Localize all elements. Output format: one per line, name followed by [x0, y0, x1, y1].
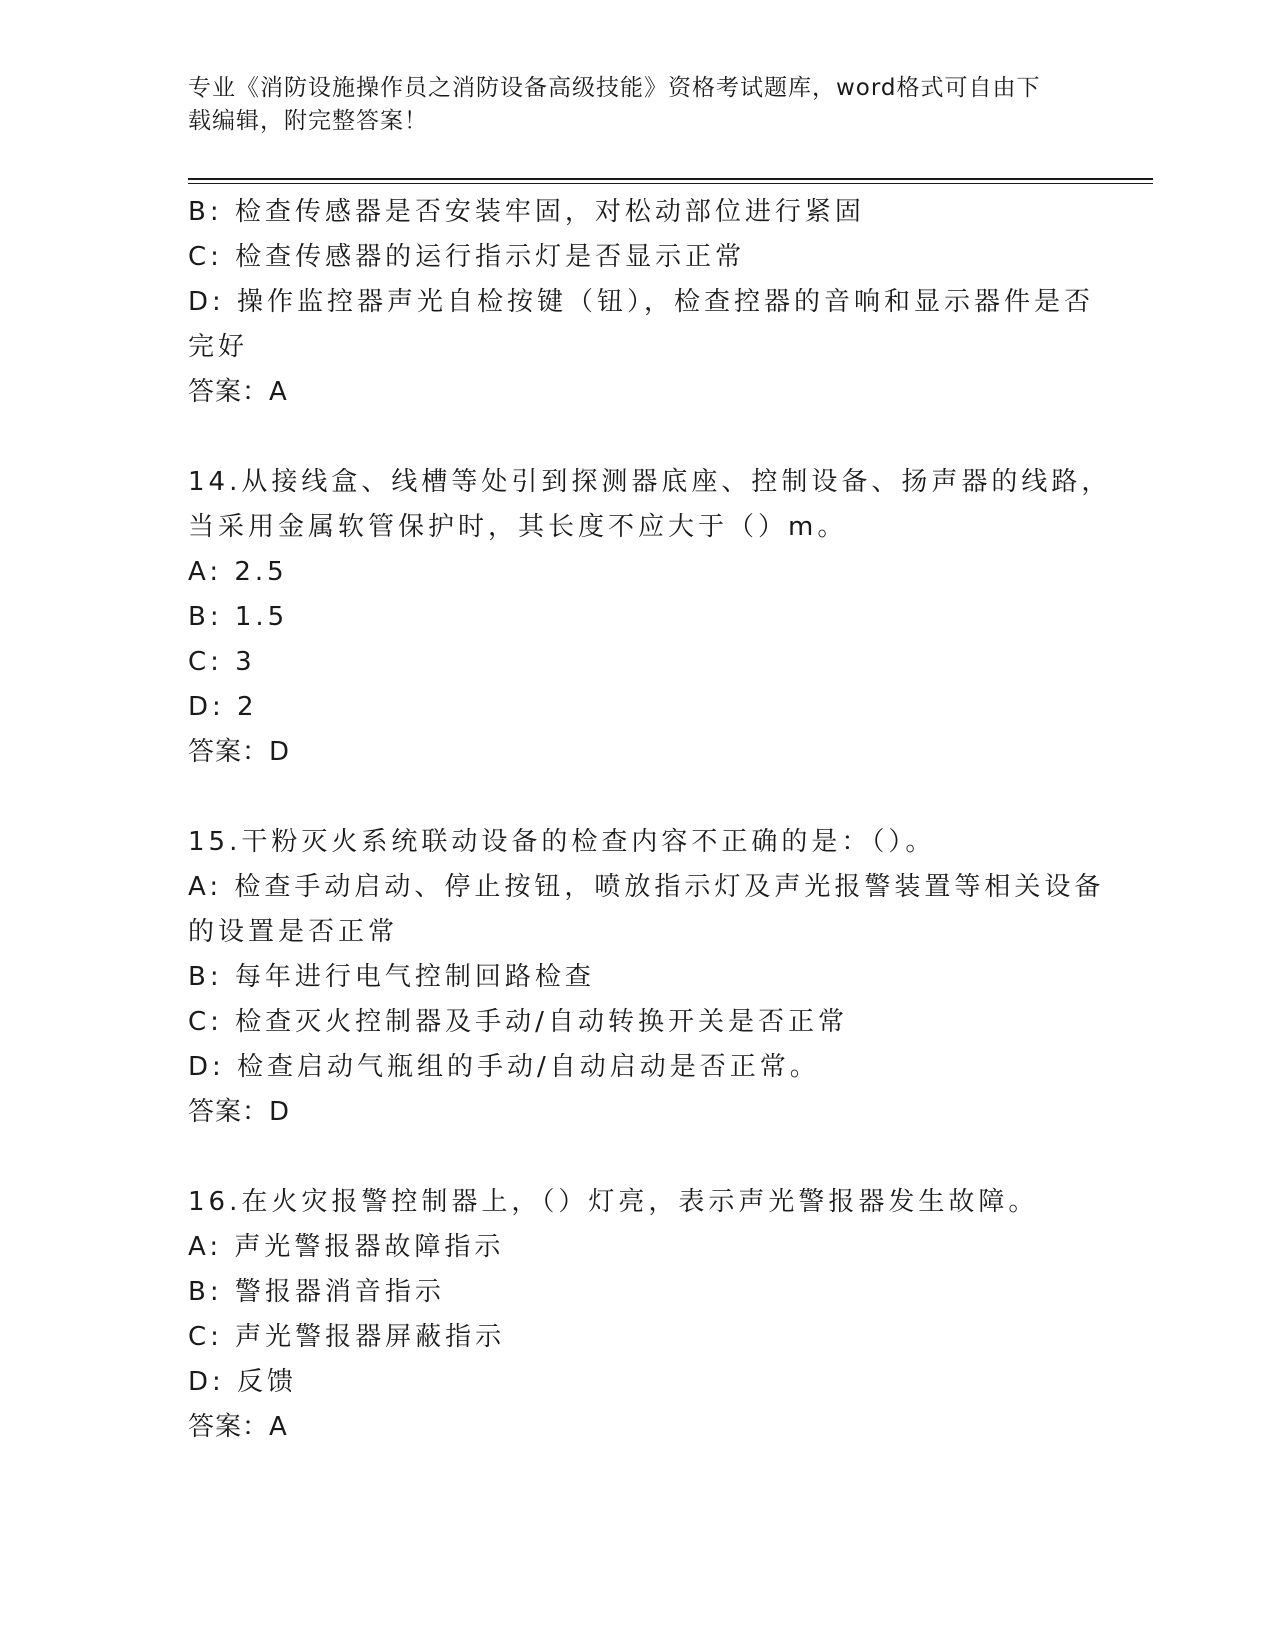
q15-option-a-line-2: 的设置是否正常 [188, 917, 399, 947]
q16-stem: 16.在火灾报警控制器上，（）灯亮，表示声光警报器发生故障。 [188, 1187, 1039, 1217]
q16-option-b: B: 警报器消音指示 [188, 1277, 445, 1307]
question-15 [188, 820, 1105, 1135]
header-divider-thin [188, 183, 1153, 184]
page-header [188, 72, 1088, 138]
q14-option-a: A: 2.5 [188, 557, 288, 587]
q16-option-c: C: 声光警报器屏蔽指示 [188, 1322, 506, 1352]
q15-answer: 答案：D [188, 1097, 291, 1127]
question-list [188, 190, 1112, 1450]
q14-stem-line-2: 当采用金属软管保护时，其长度不应大于（）m。 [188, 512, 848, 542]
q15-option-b: B: 每年进行电气控制回路检查 [188, 962, 595, 992]
q16-answer: 答案：A [188, 1412, 288, 1442]
spacer [188, 1135, 1088, 1180]
header-line-1: 专业《消防设施操作员之消防设备高级技能》资格考试题库，word格式可自由下 [188, 75, 1041, 101]
q13-option-b: B: 检查传感器是否安装牢固，对松动部位进行紧固 [188, 197, 865, 227]
q14-answer: 答案：D [188, 737, 291, 767]
question-16 [188, 1180, 1088, 1450]
q15-option-c: C: 检查灭火控制器及手动/自动转换开关是否正常 [188, 1007, 848, 1037]
q13-option-c: C: 检查传感器的运行指示灯是否显示正常 [188, 242, 746, 272]
question-14 [188, 460, 1112, 775]
q16-option-d: D: 反馈 [188, 1367, 298, 1397]
q13-option-d-line-2: 完好 [188, 332, 249, 362]
header-line-2: 载编辑，附完整答案！ [188, 108, 428, 134]
q15-option-d: D: 检查启动气瓶组的手动/自动启动是否正常。 [188, 1052, 820, 1082]
q16-option-a: A: 声光警报器故障指示 [188, 1232, 505, 1262]
spacer [188, 775, 1088, 820]
q14-option-b: B: 1.5 [188, 602, 289, 632]
q15-stem: 15.干粉灭火系统联动设备的检查内容不正确的是：（）。 [188, 827, 936, 857]
q15-option-a-line-1: A: 检查手动启动、停止按钮，喷放指示灯及声光报警装置等相关设备 [188, 872, 1105, 902]
q14-option-d: D: 2 [188, 692, 258, 722]
q14-option-c: C: 3 [188, 647, 256, 677]
q13-option-d-line-1: D: 操作监控器声光自检按键（钮），检查控器的音响和显示器件是否 [188, 287, 1095, 317]
header-divider-thick [188, 178, 1153, 180]
spacer [188, 415, 1088, 460]
question-13 [188, 190, 1095, 415]
q14-stem-line-1: 14.从接线盒、线槽等处引到探测器底座、控制设备、扬声器的线路， [188, 467, 1112, 497]
q13-answer: 答案：A [188, 377, 288, 407]
